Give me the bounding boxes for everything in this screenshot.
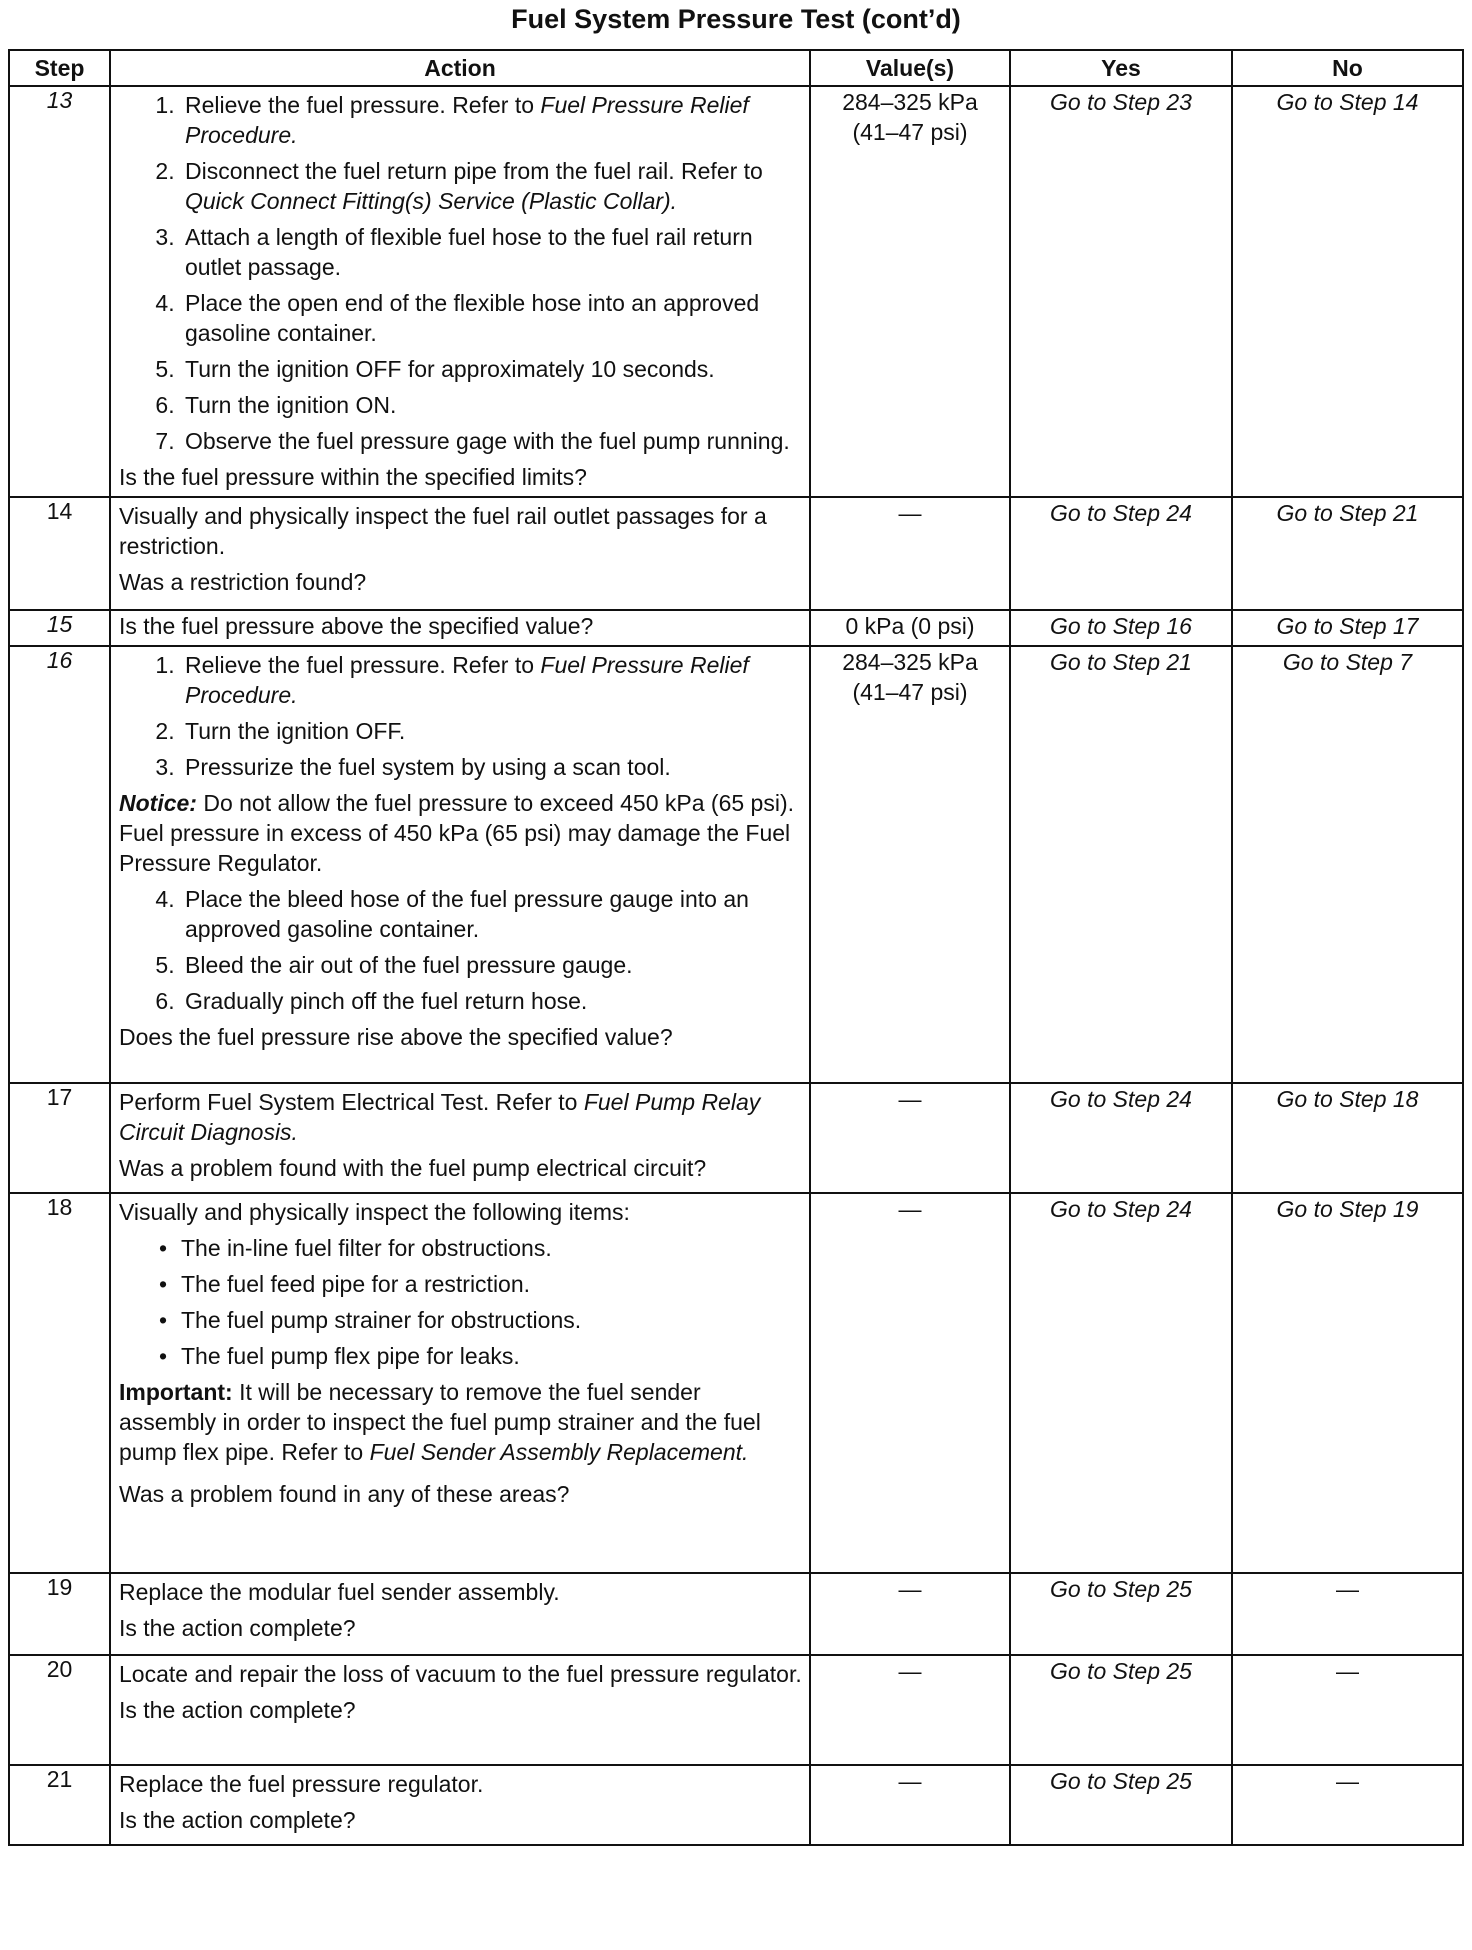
step-number: 16: [9, 646, 110, 1083]
no-cell: Go to Step 14: [1232, 86, 1463, 497]
instruction-text: Perform Fuel System Electrical Test. Refer to: [119, 1089, 584, 1115]
list-item: [181, 90, 803, 150]
question: Was a problem found with the fuel pump electrical circuit?: [119, 1155, 707, 1181]
value-cell: —: [810, 1655, 1010, 1765]
item-text: Pressurize the fuel system by using a scan tool.: [185, 754, 671, 780]
yes-cell: Go to Step 24: [1010, 1193, 1232, 1573]
item-text: Disconnect the fuel return pipe from the fuel rail. Refer to: [185, 158, 763, 184]
list-item: [181, 884, 803, 944]
table-row-step-16: [9, 646, 1463, 1083]
item-text: Bleed the air out of the fuel pressure gauge.: [185, 952, 633, 978]
question: Is the fuel pressure within the specified limits?: [119, 464, 587, 490]
action-cell: [110, 1765, 810, 1845]
list-item: • The fuel feed pipe for a restriction.: [181, 1269, 803, 1299]
value-cell: [810, 86, 1010, 497]
header-yes: Yes: [1010, 50, 1232, 86]
step-number: 18: [9, 1193, 110, 1573]
list-item: • The in-line fuel filter for obstructions.: [181, 1233, 803, 1263]
reference-link: Fuel Pressure Relief Procedure.: [185, 652, 749, 708]
action-cell: [110, 1573, 810, 1655]
table-row-step-20: [9, 1655, 1463, 1765]
list-item: [181, 752, 803, 782]
yes-cell: Go to Step 21: [1010, 646, 1232, 1083]
step-number: 13: [9, 86, 110, 497]
list-item: [181, 426, 803, 456]
yes-cell: Go to Step 24: [1010, 497, 1232, 610]
list-item: [181, 288, 803, 348]
no-cell: Go to Step 17: [1232, 610, 1463, 646]
item-text: Turn the ignition ON.: [185, 392, 397, 418]
value-kpa: 284–325 kPa: [842, 649, 978, 675]
no-cell: Go to Step 19: [1232, 1193, 1463, 1573]
item-text: Place the bleed hose of the fuel pressure gauge into an approved gasoline container.: [185, 886, 749, 942]
step-number: 20: [9, 1655, 110, 1765]
yes-cell: Go to Step 24: [1010, 1083, 1232, 1193]
no-cell: Go to Step 18: [1232, 1083, 1463, 1193]
header-step: Step: [9, 50, 110, 86]
yes-cell: Go to Step 25: [1010, 1655, 1232, 1765]
table-row-step-17: [9, 1083, 1463, 1193]
yes-cell: Go to Step 25: [1010, 1765, 1232, 1845]
step-number: 19: [9, 1573, 110, 1655]
instruction: Locate and repair the loss of vacuum to the fuel pressure regulator.: [119, 1661, 802, 1687]
list-item: [181, 222, 803, 282]
notice: [119, 788, 803, 878]
item-text: Turn the ignition OFF for approximately 10 seconds.: [185, 356, 715, 382]
table-row-step-21: [9, 1765, 1463, 1845]
value-cell: —: [810, 1765, 1010, 1845]
list-item: • The fuel pump strainer for obstructions.: [181, 1305, 803, 1335]
question: Is the action complete?: [119, 1697, 356, 1723]
header-no: No: [1232, 50, 1463, 86]
step-number: 14: [9, 497, 110, 610]
list-item: [181, 354, 803, 384]
value-kpa: 284–325 kPa: [842, 89, 978, 115]
question: Is the fuel pressure above the specified value?: [119, 613, 594, 639]
table-row-step-14: [9, 497, 1463, 610]
reference-link: Fuel Pressure Relief Procedure.: [185, 92, 749, 148]
important-note: [119, 1377, 803, 1467]
no-cell: —: [1232, 1573, 1463, 1655]
question: Does the fuel pressure rise above the specified value?: [119, 1024, 673, 1050]
diagnostic-table: [8, 49, 1464, 1846]
reference-link: Fuel Pump Relay Circuit Diagnosis.: [119, 1089, 761, 1145]
list-item: [181, 986, 803, 1016]
item-text: Place the open end of the flexible hose into an approved gasoline container.: [185, 290, 760, 346]
question: Was a problem found in any of these areas?: [119, 1481, 570, 1507]
table-row-step-18: [9, 1193, 1463, 1573]
notice-text: Do not allow the fuel pressure to exceed 450 kPa (65 psi). Fuel pressure in excess of 450 kPa (65 psi) may damage the Fuel Pressure Regulator.: [119, 790, 795, 876]
item-text: Observe the fuel pressure gage with the fuel pump running.: [185, 428, 790, 454]
value-cell: —: [810, 1193, 1010, 1573]
yes-cell: Go to Step 25: [1010, 1573, 1232, 1655]
action-cell: [110, 1193, 810, 1573]
list-item: [181, 716, 803, 746]
table-row-step-15: [9, 610, 1463, 646]
action-cell: [110, 1083, 810, 1193]
yes-cell: Go to Step 16: [1010, 610, 1232, 646]
step-number: 21: [9, 1765, 110, 1845]
header-values: Value(s): [810, 50, 1010, 86]
instruction: Replace the modular fuel sender assembly.: [119, 1579, 560, 1605]
question: Is the action complete?: [119, 1615, 356, 1641]
important-text: It will be necessary to remove the fuel sender assembly in order to inspect the fuel pump strainer and the fuel pump flex pipe. Refer to: [119, 1379, 761, 1465]
reference-link: Fuel Sender Assembly Replacement.: [369, 1439, 749, 1465]
value-cell: 0 kPa (0 psi): [810, 610, 1010, 646]
value-cell: —: [810, 1083, 1010, 1193]
step-number: 17: [9, 1083, 110, 1193]
item-text: Gradually pinch off the fuel return hose.: [185, 988, 588, 1014]
table-row-step-13: [9, 86, 1463, 497]
instruction: [119, 1087, 803, 1147]
item-text: Relieve the fuel pressure. Refer to: [185, 652, 541, 678]
item-text: Attach a length of flexible fuel hose to the fuel rail return outlet passage.: [185, 224, 753, 280]
no-cell: —: [1232, 1655, 1463, 1765]
step-number: 15: [9, 610, 110, 646]
instruction: Visually and physically inspect the following items:: [119, 1199, 630, 1225]
action-cell: [110, 610, 810, 646]
list-item: [181, 950, 803, 980]
no-cell: Go to Step 21: [1232, 497, 1463, 610]
no-cell: —: [1232, 1765, 1463, 1845]
yes-cell: Go to Step 23: [1010, 86, 1232, 497]
header-row: [9, 50, 1463, 86]
item-text: Turn the ignition OFF.: [185, 718, 406, 744]
action-cell: [110, 646, 810, 1083]
action-cell: [110, 86, 810, 497]
header-action: Action: [110, 50, 810, 86]
value-cell: —: [810, 497, 1010, 610]
value-cell: —: [810, 1573, 1010, 1655]
list-item: [181, 390, 803, 420]
value-psi: (41–47 psi): [852, 679, 968, 705]
instruction: Replace the fuel pressure regulator.: [119, 1771, 484, 1797]
action-cell: [110, 497, 810, 610]
reference-link: Quick Connect Fitting(s) Service (Plastic Collar).: [185, 188, 678, 214]
list-item: [181, 156, 803, 216]
action-cell: [110, 1655, 810, 1765]
list-item: [181, 650, 803, 710]
item-text: Relieve the fuel pressure. Refer to: [185, 92, 541, 118]
notice-label: Notice:: [119, 790, 197, 816]
question: Is the action complete?: [119, 1807, 356, 1833]
page-title: Fuel System Pressure Test (cont’d): [511, 4, 961, 34]
no-cell: Go to Step 7: [1232, 646, 1463, 1083]
question: Was a restriction found?: [119, 569, 367, 595]
list-item: • The fuel pump flex pipe for leaks.: [181, 1341, 803, 1371]
value-cell: [810, 646, 1010, 1083]
instruction: Visually and physically inspect the fuel rail outlet passages for a restriction.: [119, 503, 767, 559]
table-row-step-19: [9, 1573, 1463, 1655]
value-psi: (41–47 psi): [852, 119, 968, 145]
important-label: Important:: [119, 1379, 233, 1405]
